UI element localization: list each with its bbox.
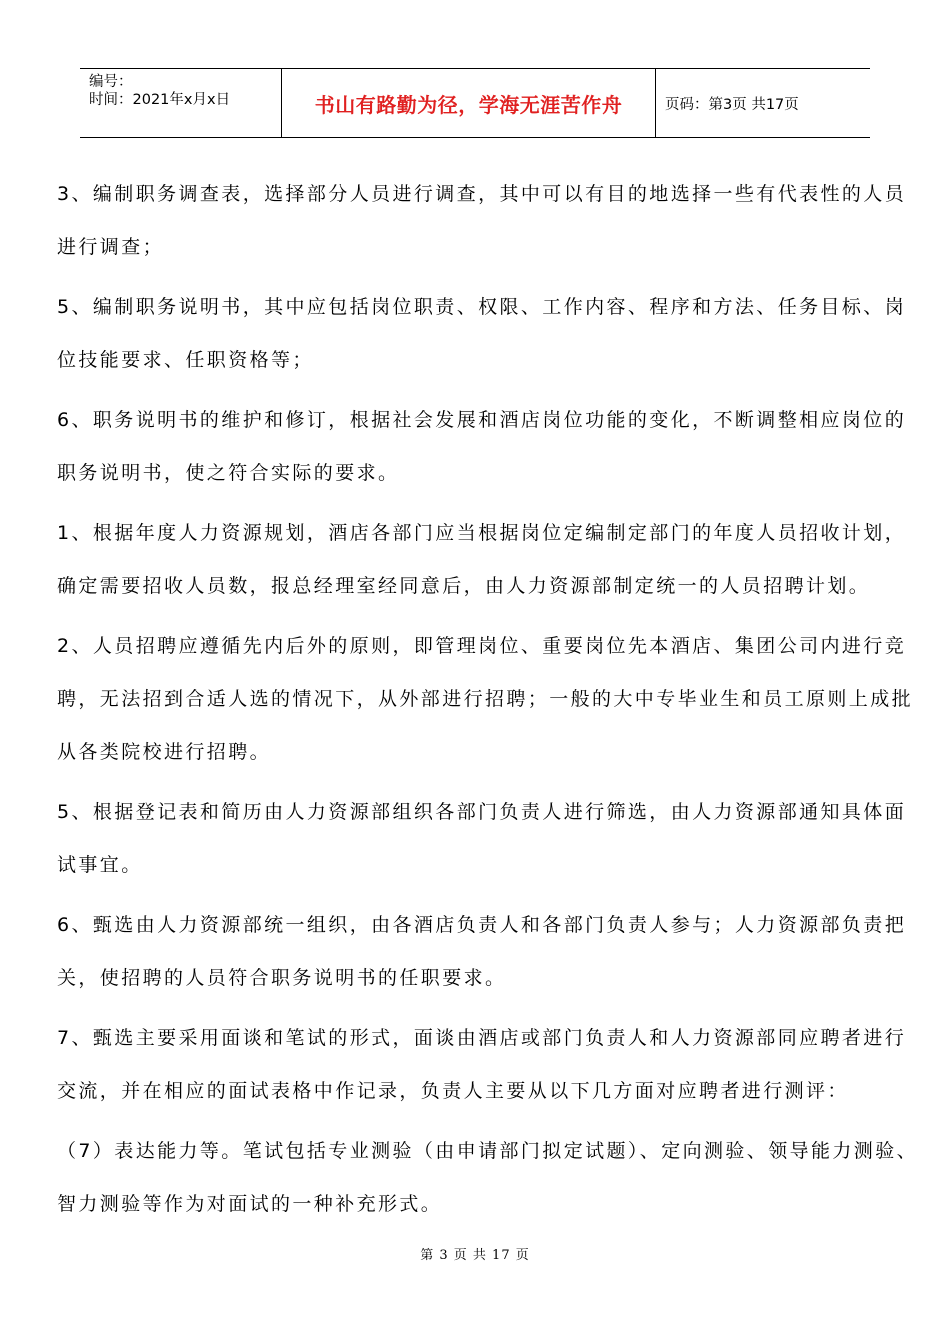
document-number-label: 编号： (89, 74, 133, 90)
page-footer (0, 1244, 950, 1263)
header-motto: 书山有路勤为径，学海无涯苦作舟 (314, 92, 623, 117)
header-meta-cell (80, 69, 282, 137)
header-page-cell (656, 69, 870, 137)
document-body (57, 168, 923, 1238)
paragraph: （7）表达能力等。笔试包括专业测验（由申请部门拟定试题）、定向测验、领导能力测验、智力测验等作为对面试的一种补充形式。 (57, 1140, 918, 1215)
footer-page-number: 第 3 页 共 17 页 (420, 1248, 530, 1263)
paragraph: 3、编制职务调查表，选择部分人员进行调查，其中可以有目的地选择一些有代表性的人员进行调查； (57, 183, 907, 258)
paragraph: 1、根据年度人力资源规划，酒店各部门应当根据岗位定编制定部门的年度人员招收计划，确定需要招收人员数，报总经理室经同意后，由人力资源部制定统一的人员招聘计划。 (57, 522, 907, 597)
paragraph: 5、编制职务说明书，其中应包括岗位职责、权限、工作内容、程序和方法、任务目标、岗位技能要求、任职资格等； (57, 296, 907, 371)
paragraph: 6、职务说明书的维护和修订，根据社会发展和酒店岗位功能的变化，不断调整相应岗位的职务说明书，使之符合实际的要求。 (57, 409, 907, 484)
document-header (80, 68, 870, 138)
paragraph: 6、甄选由人力资源部统一组织，由各酒店负责人和各部门负责人参与；人力资源部负责把关，使招聘的人员符合职务说明书的任职要求。 (57, 914, 907, 989)
paragraph: 7、甄选主要采用面谈和笔试的形式，面谈由酒店或部门负责人和人力资源部同应聘者进行交流，并在相应的面试表格中作记录，负责人主要从以下几方面对应聘者进行测评： (57, 1027, 907, 1102)
header-motto-cell (282, 69, 656, 137)
header-page-code: 页码：第3页 共17页 (665, 96, 799, 113)
paragraph: 5、根据登记表和简历由人力资源部组织各部门负责人进行筛选，由人力资源部通知具体面试事宜。 (57, 801, 907, 876)
paragraph: 2、人员招聘应遵循先内后外的原则，即管理岗位、重要岗位先本酒店、集团公司内进行竞聘，无法招到合适人选的情况下，从外部进行招聘；一般的大中专毕业生和员工原则上成批从各类院校进行招聘。 (57, 635, 914, 763)
document-date-label: 时间：2021年x月x日 (89, 92, 231, 108)
